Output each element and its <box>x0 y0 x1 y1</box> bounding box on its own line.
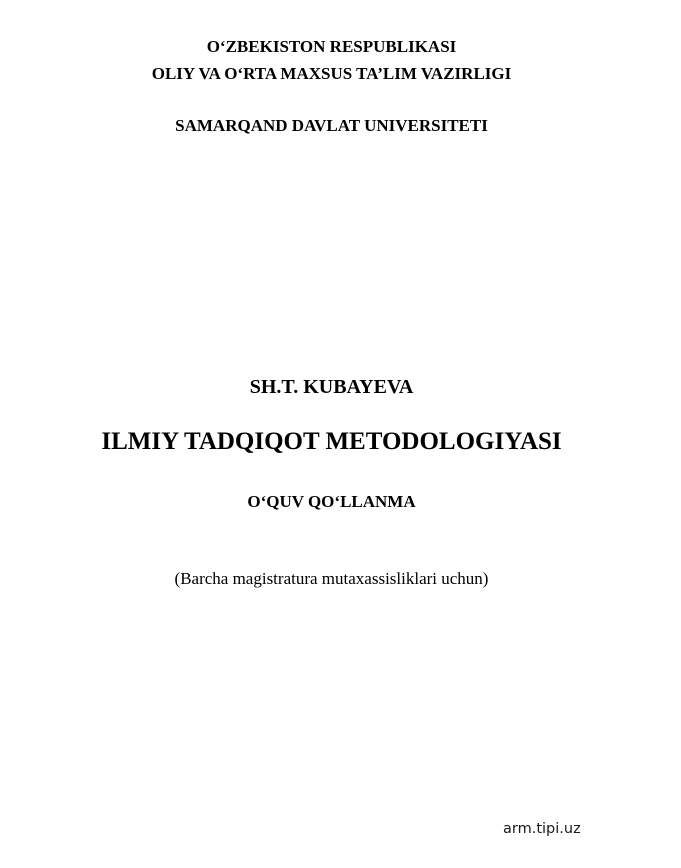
country-heading: O‘ZBEKISTON RESPUBLIKASI <box>206 37 457 56</box>
university-heading: SAMARQAND DAVLAT UNIVERSITETI <box>175 116 488 135</box>
book-title: ILMIY TADQIQOT METODOLOGIYASI <box>101 428 562 455</box>
author-name: SH.T. KUBAYEVA <box>249 376 414 398</box>
target-audience: (Barcha magistratura mutaxassisliklari uchun) <box>174 569 489 588</box>
ministry-heading: OLIY VA O‘RTA MAXSUS TA’LIM VAZIRLIGI <box>151 64 512 83</box>
source-watermark: arm.tipi.uz <box>503 821 581 837</box>
book-type: O‘QUV QO‘LLANMA <box>247 492 416 511</box>
